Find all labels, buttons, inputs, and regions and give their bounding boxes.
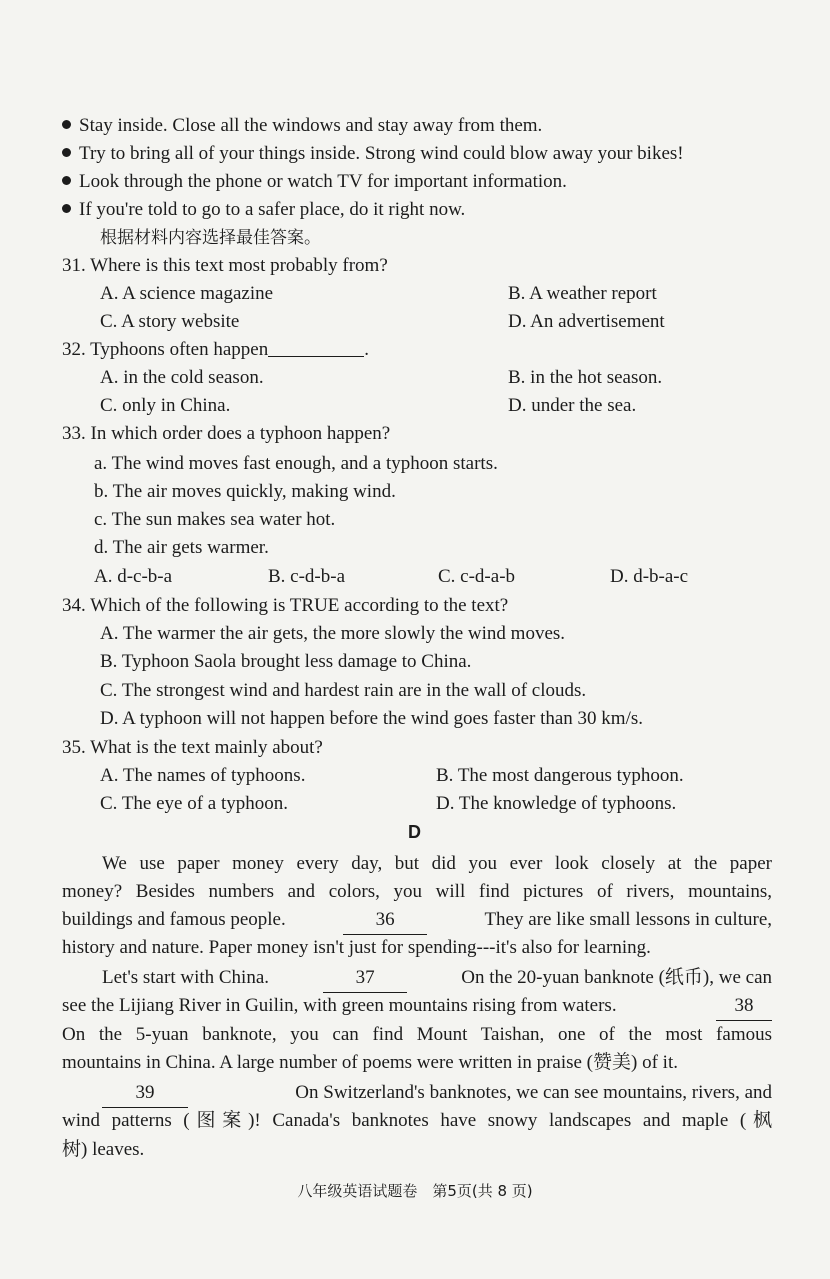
page-footer: 八年级英语试题卷 第5页(共 8 页) — [297, 1182, 533, 1200]
q31-option-b: B. A weather report — [508, 283, 657, 304]
q35-option-a: A. The names of typhoons. — [100, 765, 306, 786]
answer-blank-37: 37 — [323, 964, 407, 993]
passage-line: buildings and famous people. 36 They are like small lessons in culture, — [62, 906, 772, 935]
passage-line: We use paper money every day, but did you ever look closely at the paper — [102, 853, 772, 874]
q31-option-a: A. A science magazine — [100, 283, 274, 304]
passage-line: 树) leaves. — [62, 1139, 145, 1160]
q33-step-c: c. The sun makes sea water hot. — [94, 509, 336, 530]
q32-option-b: B. in the hot season. — [508, 367, 663, 388]
q31-option-c: C. A story website — [100, 311, 240, 332]
bullet-item: Stay inside. Close all the windows and stay away from them. — [62, 112, 830, 140]
passage-line: mountains in China. A large number of poems were written in praise (赞美) of it. — [62, 1052, 678, 1073]
q34-option-d: D. A typhoon will not happen before the wind goes faster than 30 km/s. — [100, 708, 643, 729]
bullet-dot-icon — [62, 120, 71, 129]
answer-blank-38: 38 — [716, 992, 772, 1021]
q35-option-d: D. The knowledge of typhoons. — [436, 793, 677, 814]
passage-line: Let's start with China. 37 On the 20-yuan banknote (纸币), we can — [102, 964, 772, 993]
passage-line: history and nature. Paper money isn't just for spending---it's also for learning. — [62, 937, 651, 958]
bullet-dot-icon — [62, 148, 71, 157]
section-heading: D — [408, 822, 421, 842]
bullet-dot-icon — [62, 176, 71, 185]
q32-option-c: C. only in China. — [100, 395, 231, 416]
question-31: 31. Where is this text most probably from? — [62, 255, 388, 276]
question-33: 33. In which order does a typhoon happen? — [62, 423, 391, 444]
q34-option-a: A. The warmer the air gets, the more slowly the wind moves. — [100, 623, 566, 644]
q32-option-d: D. under the sea. — [508, 395, 637, 416]
passage-line: 39 On Switzerland's banknotes, we can see mountains, rivers, and — [102, 1079, 772, 1108]
q33-step-a: a. The wind moves fast enough, and a typhoon starts. — [94, 453, 498, 474]
q33-step-b: b. The air moves quickly, making wind. — [94, 481, 396, 502]
answer-blank-39: 39 — [102, 1079, 188, 1108]
q34-option-b: B. Typhoon Saola brought less damage to China. — [100, 651, 472, 672]
q33-option-d: D. d-b-a-c — [610, 566, 689, 587]
q33-option-b: B. c-d-b-a — [268, 566, 346, 587]
bullet-dot-icon — [62, 204, 71, 213]
bullet-item: If you're told to go to a safer place, do it right now. — [62, 196, 830, 224]
q33-option-c: C. c-d-a-b — [438, 566, 516, 587]
passage-line: see the Lijiang River in Guilin, with green mountains rising from waters. 38 — [62, 992, 772, 1021]
q34-option-c: C. The strongest wind and hardest rain are in the wall of clouds. — [100, 680, 587, 701]
instruction: 根据材料内容选择最佳答案。 — [100, 228, 321, 248]
q33-step-d: d. The air gets warmer. — [94, 537, 269, 558]
answer-blank-36: 36 — [343, 906, 427, 935]
passage-line: money? Besides numbers and colors, you will find pictures of rivers, mountains, — [62, 881, 772, 902]
answer-blank — [268, 338, 364, 357]
q35-option-b: B. The most dangerous typhoon. — [436, 765, 684, 786]
question-34: 34. Which of the following is TRUE according to the text? — [62, 595, 509, 616]
bullet-item: Look through the phone or watch TV for important information. — [62, 168, 830, 196]
passage-line: On the 5-yuan banknote, you can find Mount Taishan, one of the most famous — [62, 1024, 772, 1045]
q33-option-a: A. d-c-b-a — [94, 566, 173, 587]
question-32: 32. Typhoons often happen . — [62, 339, 369, 360]
q31-option-d: D. An advertisement — [508, 311, 665, 332]
passage-line: wind patterns (图案)! Canada's banknotes have snowy landscapes and maple (枫 — [62, 1110, 772, 1131]
q32-option-a: A. in the cold season. — [100, 367, 264, 388]
bullet-item: Try to bring all of your things inside. Strong wind could blow away your bikes! — [62, 140, 830, 168]
question-35: 35. What is the text mainly about? — [62, 737, 323, 758]
q35-option-c: C. The eye of a typhoon. — [100, 793, 289, 814]
